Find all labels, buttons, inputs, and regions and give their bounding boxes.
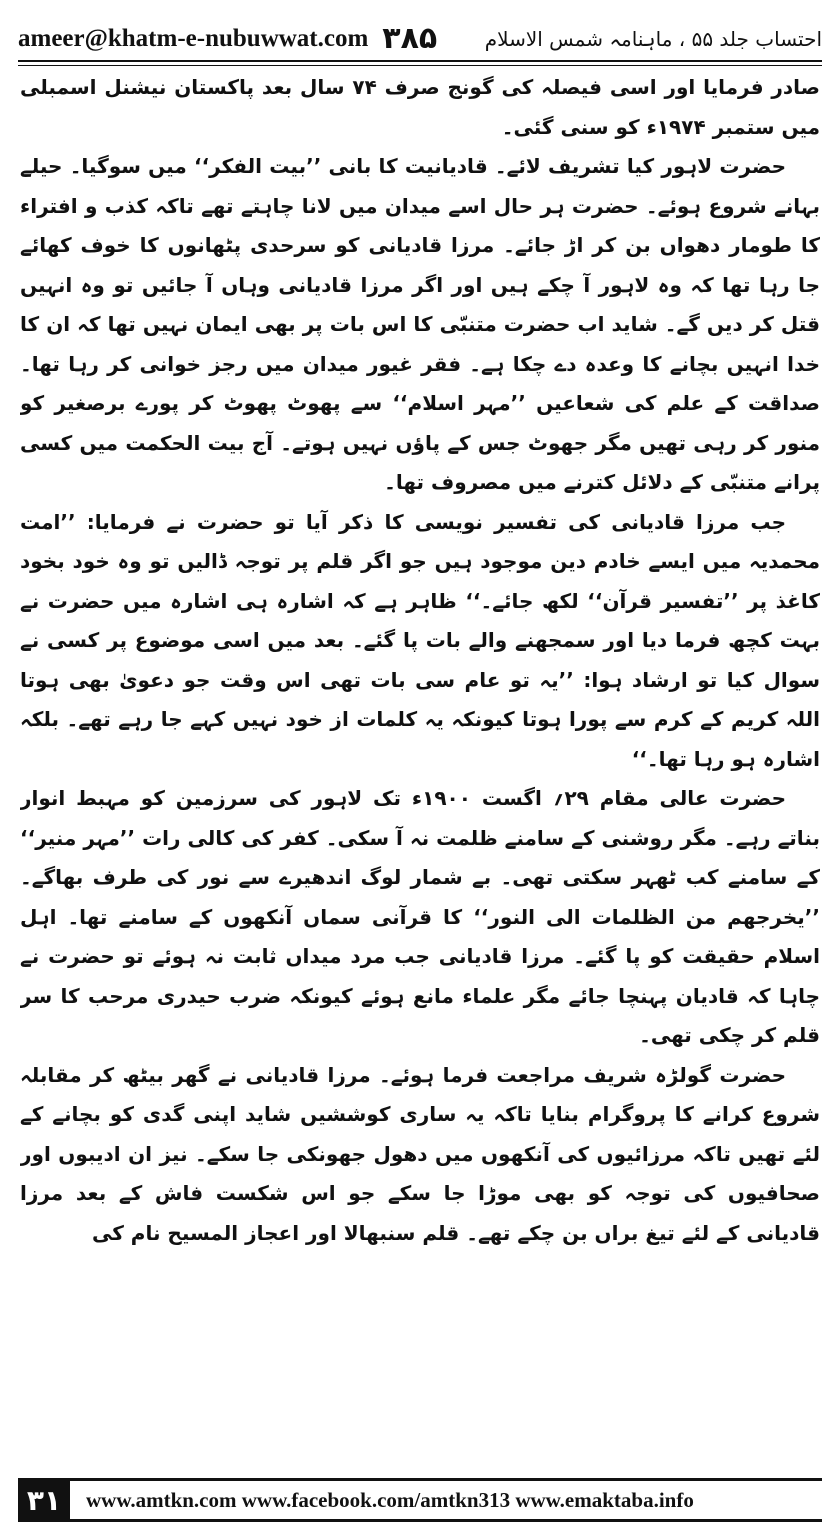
footer-page-folio: ۳۱ (18, 1478, 70, 1522)
page-footer (18, 1478, 822, 1522)
header-email[interactable]: ameer@khatm-e-nubuwwat.com (18, 25, 369, 52)
paragraph-4: حضرت عالی مقام ۲۹؍ اگست ۱۹۰۰ء تک لاہور کی سرزمین کو مہبط انوار بناتے رہے۔ مگر روشنی کے سامنے ظلمت نہ آ سکی۔ کفر کی کالی رات ’’مہر منیر‘‘ کے سامنے کب ٹھہر سکتی تھی۔ بے شمار لوگ اندھیرے سے نور کی طرف بھاگے۔ ’’یخرجھم من الظلمات الی النور‘‘ کا قرآنی سماں آنکھوں کے سامنے تھا۔ اہل اسلام حقیقت کو پا گئے۔ مرزا قادیانی جب مرد میداں ثابت نہ ہوئے تو حضرت نے چاہا کہ قادیان پہنچا جائے مگر علماء مانع ہوئے کیونکہ ضرب حیدری مرحب کا سر قلم کر چکی تھی۔ (20, 786, 820, 1047)
paragraph-3: جب مرزا قادیانی کی تفسیر نویسی کا ذکر آیا تو حضرت نے فرمایا: ’’امت محمدیہ میں ایسے خادم دین موجود ہیں جو اگر قلم پر توجہ ڈالیں تو وہ خود بخود کاغذ پر ’’تفسیر قرآن‘‘ لکھ جائے۔‘‘ ظاہر ہے کہ اشارہ ہی اشارہ میں حضرت نے بہت کچھ فرما دیا اور سمجھنے والے بات پا گئے۔ بعد میں اسی موضوع پر کسی نے سوال کیا تو ارشاد ہوا: ’’یہ تو عام سی بات تھی اس وقت جو دعویٰ بھی ہوتا اللہ کریم کے کرم سے پورا ہوتا کیونکہ یہ کلمات از خود نہیں کہے جا رہے تھے۔ بلکہ اشارہ ہو رہا تھا۔‘‘ (20, 509, 820, 771)
header-page-number: ۳۸۵ (382, 21, 438, 56)
paragraph-1: صادر فرمایا اور اسی فیصلہ کی گونج صرف ۷۴ سال بعد پاکستان نیشنل اسمبلی میں ستمبر ۱۹۷۴ء کو سنی گئی۔ (20, 75, 820, 139)
header-left-group (18, 22, 437, 56)
article-body (20, 68, 820, 1464)
paragraph-5: حضرت گولڑہ شریف مراجعت فرما ہوئے۔ مرزا قادیانی نے گھر بیٹھ کر مقابلہ شروع کرانے کا پروگرام بنایا تاکہ یہ ساری کوششیں شاید اپنی گدی کو بچانے کے لئے تھیں تاکہ مرزائیوں کی آنکھوں میں دھول جھونکی جا سکے۔ نیز ان ادیبوں اور صحافیوں کی توجہ کو بھی موڑا جا سکے جو اس شکست فاش کے بعد مرزا قادیانی کے لئے تیغ براں بن چکے تھے۔ قلم سنبھالا اور اعجاز المسیح نام کی (20, 1062, 820, 1245)
paragraph-2: حضرت لاہور کیا تشریف لائے۔ قادیانیت کا بانی ’’بیت الفکر‘‘ میں سوگیا۔ حیلے بہانے شروع ہوئے۔ حضرت ہر حال اسے میدان میں لانا چاہتے تھے تاکہ کذب و افتراء کا طومار دھواں بن کر اڑ جائے۔ مرزا قادیانی کو سرحدی پٹھانوں کا خوف کھائے جا رہا تھا کہ وہ لاہور آ چکے ہیں اور اگر مرزا قادیانی وہاں آ جائیں تو وہ انہیں قتل کر دیں گے۔ شاید اب حضرت متنبّی کا اس بات پر بھی ایمان نہیں تھا کہ ان کا خدا انہیں بچانے کا وعدہ دے چکا ہے۔ فقر غیور میدان میں رجز خوانی کر رہا تھا۔ صداقت کے علم کی شعاعیں ’’مہر اسلام‘‘ سے پھوٹ پھوٹ کر پورے برصغیر کو منور کر رہی تھیں مگر جھوٹ جس کے پاؤں نہیں ہوتے۔ آج بیت الحکمت میں کسی پرانے متنبّی کے دلائل کترنے میں مصروف تھا۔ (20, 154, 820, 494)
page-header (18, 8, 822, 56)
footer-links[interactable]: www.amtkn.com www.facebook.com/amtkn313 www.emaktaba.info (86, 1487, 694, 1512)
footer-band (70, 1478, 822, 1522)
running-title: احتساب جلد ۵۵ ، ماہنامہ شمس الاسلام (484, 27, 822, 51)
header-rule (18, 60, 822, 66)
